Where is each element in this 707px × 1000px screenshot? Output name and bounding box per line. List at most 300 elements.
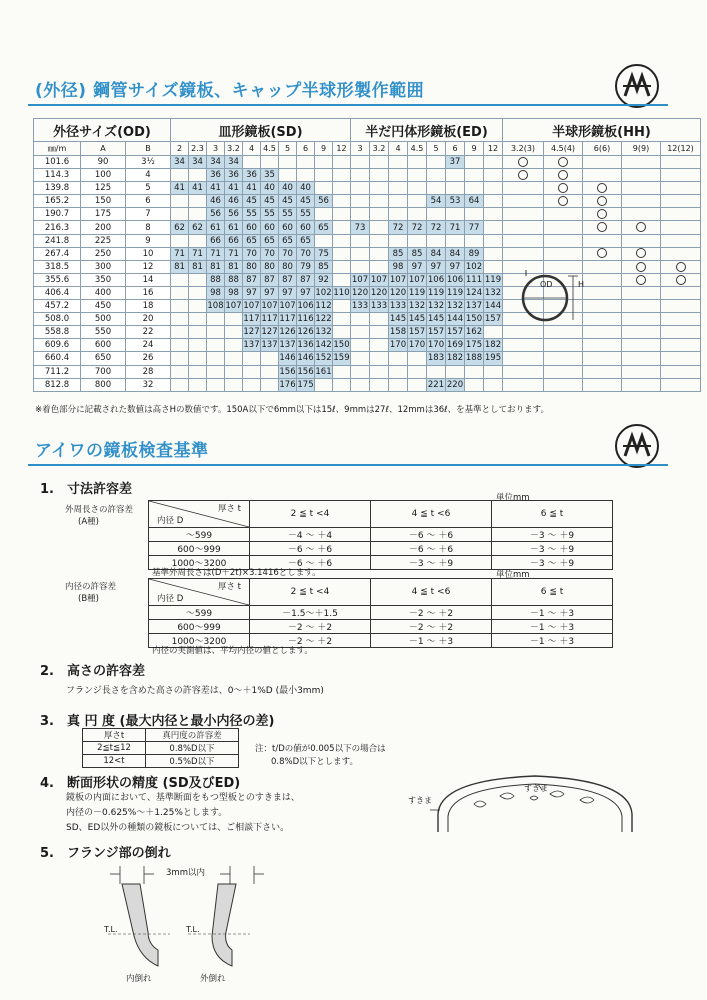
hh-cell [622, 378, 661, 391]
ed-cell: 54 [427, 195, 446, 208]
hh-cell [661, 169, 701, 182]
hh-cell [503, 247, 544, 260]
a-cell: 1000～3200 [149, 556, 250, 570]
ed-cell [351, 378, 370, 391]
sd-cell: 34 [171, 156, 189, 169]
od-cell: 90 [81, 156, 126, 169]
ed-cell: 97 [446, 260, 465, 273]
sd-cell [225, 378, 243, 391]
ed-cell [351, 260, 370, 273]
sd-cell: 88 [225, 273, 243, 286]
header-od: 外径サイズ(OD) [34, 119, 171, 142]
hh-cell [622, 365, 661, 378]
a-cell: －3 ～ ＋9 [492, 542, 613, 556]
hh-cell [503, 169, 544, 182]
ed-cell [389, 352, 408, 365]
od-cell: 600 [81, 339, 126, 352]
od-cell: 700 [81, 365, 126, 378]
s1-b-note: 内径の実測値は、平均内径の値とします。 [152, 646, 313, 656]
sd-cell: 85 [315, 260, 333, 273]
ed-cell [446, 365, 465, 378]
hh-cell [622, 313, 661, 326]
sd-cell: 66 [225, 234, 243, 247]
ed-cell: 107 [370, 274, 388, 285]
sd-cell: 40 [279, 182, 297, 195]
ed-cell: 169 [446, 340, 464, 351]
available-circle-icon [558, 196, 568, 206]
hh-cell [661, 365, 701, 378]
ed-cell: 120 [351, 287, 369, 298]
hh-cell [544, 247, 583, 260]
sd-cell: 175 [297, 379, 314, 390]
hh-cell [622, 221, 661, 234]
sub-header-sd: 2 [171, 142, 189, 156]
od-cell: 400 [81, 286, 126, 299]
ed-cell: 37 [446, 156, 465, 169]
ed-cell [351, 234, 370, 247]
s5-title: 5. フランジ部の倒れ [40, 846, 171, 861]
sd-cell: 65 [279, 234, 297, 247]
s3-title: 3. 真 円 度 (最大内径と最小内径の差) [40, 714, 275, 729]
ed-cell [351, 208, 370, 221]
ed-cell: 145 [389, 314, 407, 325]
ed-cell [465, 208, 484, 221]
sd-cell [333, 234, 351, 247]
s4-title: 4. 断面形状の精度 (SD及びED) [40, 776, 241, 791]
sub-header-od: A [81, 142, 126, 156]
sd-cell [333, 260, 351, 273]
col-1: 2 ≦ t <4 [250, 501, 371, 528]
ed-cell: 182 [446, 353, 464, 364]
od-cell: 355.6 [34, 273, 81, 286]
sd-cell [315, 169, 333, 182]
sd-cell [261, 378, 279, 391]
ed-cell [351, 195, 370, 208]
sub-header-ed: 6 [446, 142, 465, 156]
sd-cell: 62 [189, 221, 207, 234]
sd-cell: 56 [315, 195, 333, 208]
od-cell: 20 [126, 313, 171, 326]
ed-cell [484, 247, 503, 260]
hh-cell [544, 169, 583, 182]
hh-cell [583, 208, 622, 221]
sd-cell: 45 [243, 195, 261, 208]
col-3: 6 ≦ t [492, 579, 613, 606]
hh-cell [503, 156, 544, 169]
ed-cell [370, 221, 389, 234]
sd-cell [279, 169, 297, 182]
od-cell: 225 [81, 234, 126, 247]
ed-cell: 182 [484, 340, 502, 351]
hh-cell [583, 339, 622, 352]
ed-cell: 71 [446, 221, 465, 234]
ed-cell [351, 326, 370, 339]
sub-header-hh: 4.5(4) [544, 142, 583, 156]
sd-cell [315, 208, 333, 221]
od-cell: 660.4 [34, 352, 81, 365]
od-cell: 4 [126, 169, 171, 182]
ed-cell: 84 [427, 247, 446, 260]
a-cell: －4 ～ ＋4 [250, 528, 371, 542]
sd-cell [171, 273, 189, 286]
size-row [34, 195, 701, 208]
corner-cell [149, 579, 250, 606]
od-cell: 558.8 [34, 326, 81, 339]
sd-cell: 36 [207, 169, 225, 182]
sd-cell: 65 [243, 234, 261, 247]
od-cell: 800 [81, 378, 126, 391]
ed-cell [446, 182, 465, 195]
size-row [34, 260, 701, 273]
hh-cell [544, 182, 583, 195]
hh-cell [622, 156, 661, 169]
flange-tilt-diagram [100, 862, 270, 982]
sd-cell: 97 [279, 286, 297, 299]
b-cell: 600～999 [149, 620, 250, 634]
a-cell: －6 ～ ＋6 [250, 556, 371, 570]
ed-cell: 150 [465, 314, 483, 325]
b-cell: －2 ～ ＋2 [371, 620, 492, 634]
b-cell: ～599 [149, 606, 250, 620]
ed-cell: 157 [446, 327, 464, 338]
sd-cell: 80 [261, 260, 279, 273]
hh-cell [622, 208, 661, 221]
sd-cell: 110 [333, 287, 350, 298]
ed-cell [484, 182, 503, 195]
sd-cell [189, 208, 207, 221]
od-cell: 200 [81, 221, 126, 234]
ed-cell: 221 [427, 379, 445, 390]
hh-cell [583, 260, 622, 273]
sd-cell [171, 313, 189, 326]
hh-cell [661, 378, 701, 391]
ed-cell: 106 [446, 274, 464, 285]
ed-cell: 132 [446, 301, 464, 312]
sd-cell: 60 [261, 221, 279, 234]
sd-cell [225, 339, 243, 352]
ed-cell: 64 [465, 195, 484, 208]
ed-cell: 119 [484, 274, 502, 285]
sd-cell: 36 [243, 169, 261, 182]
sd-cell: 36 [225, 169, 243, 182]
sd-cell: 107 [279, 301, 296, 312]
ed-cell [408, 365, 427, 378]
head-t: 厚さ t [217, 504, 241, 514]
head-d: 内径 D [157, 516, 184, 526]
hh-cell [503, 339, 544, 352]
ed-cell [427, 234, 446, 247]
size-row [34, 326, 701, 339]
hh-cell [583, 221, 622, 234]
hh-cell [661, 195, 701, 208]
ed-cell: 170 [408, 340, 426, 351]
od-cell: 8 [126, 221, 171, 234]
ed-cell: 183 [427, 353, 445, 364]
ed-cell: 144 [484, 301, 502, 312]
ed-cell: 137 [465, 301, 483, 312]
od-cell: 241.8 [34, 234, 81, 247]
ed-cell [484, 221, 503, 234]
sub-header-sd: 9 [315, 142, 333, 156]
available-circle-icon [597, 222, 607, 232]
od-cell: 650 [81, 352, 126, 365]
ed-cell [370, 326, 389, 339]
sd-cell: 156 [279, 366, 296, 377]
hh-cell [583, 195, 622, 208]
od-cell: 125 [81, 182, 126, 195]
sd-cell: 152 [315, 353, 332, 364]
sd-cell [243, 156, 261, 169]
sd-cell: 126 [279, 327, 296, 338]
gap-label-1: すきま [408, 796, 432, 805]
ed-cell [389, 234, 408, 247]
col-2: 4 ≦ t <6 [371, 501, 492, 528]
ed-cell [370, 352, 389, 365]
ed-cell: 98 [389, 260, 408, 273]
sd-cell [243, 378, 261, 391]
sd-cell: 127 [243, 327, 260, 338]
sd-cell [333, 156, 351, 169]
ed-cell [484, 234, 503, 247]
hh-cell [583, 300, 622, 313]
sd-cell [171, 326, 189, 339]
corner-cell [149, 501, 250, 528]
od-cell: 5 [126, 182, 171, 195]
sd-cell: 61 [207, 221, 225, 234]
hh-cell [583, 286, 622, 299]
sd-cell [333, 195, 351, 208]
ed-cell: 72 [427, 221, 446, 234]
od-cell: 267.4 [34, 247, 81, 260]
ed-cell [370, 234, 389, 247]
sd-cell: 71 [225, 247, 243, 260]
hh-cell [661, 352, 701, 365]
ed-cell: 133 [370, 301, 388, 312]
sd-cell [333, 221, 351, 234]
sub-header-hh: 3.2(3) [503, 142, 544, 156]
od-cell: 10 [126, 247, 171, 260]
ed-cell: 119 [427, 287, 445, 298]
sub-header-sd: 6 [297, 142, 315, 156]
sd-cell [279, 156, 297, 169]
size-row [34, 339, 701, 352]
sd-cell: 117 [243, 314, 260, 325]
sd-cell: 98 [207, 286, 225, 299]
b-cell: －1 ～ ＋3 [492, 634, 613, 648]
diagram-od-label: OD [540, 280, 553, 289]
ed-cell: 107 [389, 274, 407, 285]
ed-cell [408, 195, 427, 208]
od-cell: 500 [81, 313, 126, 326]
roundness-table [82, 728, 239, 768]
sd-cell [171, 365, 189, 378]
hh-cell [661, 208, 701, 221]
s2-text: フランジ長さを含めた高さの許容差は、0～＋1%D (最小3mm) [66, 686, 324, 696]
sd-cell: 41 [171, 182, 189, 195]
sd-cell: 46 [225, 195, 243, 208]
ed-cell [389, 156, 408, 169]
sub-header-sd: 12 [333, 142, 351, 156]
sd-cell [171, 234, 189, 247]
ed-cell [427, 156, 446, 169]
sd-cell [225, 313, 243, 326]
head-t: 厚さ t [217, 582, 241, 592]
section1-rule [28, 104, 668, 106]
ed-cell: 119 [446, 287, 464, 298]
od-cell: 508.0 [34, 313, 81, 326]
ed-cell [427, 365, 446, 378]
od-cell: 28 [126, 365, 171, 378]
sub-header-ed: 9 [465, 142, 484, 156]
sd-cell [261, 156, 279, 169]
sd-cell [189, 365, 207, 378]
sd-cell: 75 [315, 247, 333, 260]
hh-cell [622, 352, 661, 365]
sd-cell: 98 [225, 286, 243, 299]
sd-cell [225, 352, 243, 365]
ed-cell: 120 [389, 287, 407, 298]
sd-cell: 136 [297, 340, 314, 351]
b-row [149, 606, 613, 620]
tolerance-table-b [148, 578, 613, 648]
ed-cell [408, 208, 427, 221]
sd-cell [189, 352, 207, 365]
sd-cell [207, 352, 225, 365]
ed-cell [465, 365, 484, 378]
sd-cell: 108 [207, 301, 224, 312]
sd-cell: 80 [279, 260, 297, 273]
section1-title: (外径) 鋼管サイズ鏡板、キャップ半球形製作範囲 [35, 81, 425, 101]
ed-cell [484, 156, 503, 169]
sd-cell: 70 [243, 247, 261, 260]
ed-cell: 97 [427, 260, 446, 273]
s1-unit-b: 単位mm [496, 570, 530, 580]
hh-cell [503, 234, 544, 247]
ed-cell: 188 [465, 353, 483, 364]
sub-header-ed: 5 [427, 142, 446, 156]
ed-cell [465, 169, 484, 182]
sd-cell: 45 [261, 195, 279, 208]
sd-cell [333, 169, 351, 182]
sd-cell: 176 [279, 379, 296, 390]
ed-cell: 145 [408, 314, 426, 325]
ed-cell [351, 182, 370, 195]
sd-cell: 107 [261, 301, 278, 312]
od-cell: 3½ [126, 156, 171, 169]
ed-cell [351, 313, 370, 326]
ed-cell: 107 [408, 274, 426, 285]
ed-cell: 144 [446, 314, 464, 325]
od-cell: 300 [81, 260, 126, 273]
sd-cell: 117 [261, 314, 278, 325]
ed-cell [427, 169, 446, 182]
sd-cell: 60 [279, 221, 297, 234]
hh-cell [544, 234, 583, 247]
r-cell: 0.8%D以下 [146, 742, 239, 755]
sd-cell: 132 [315, 327, 332, 338]
a-cell: －3 ～ ＋9 [371, 556, 492, 570]
ed-cell [370, 195, 389, 208]
od-cell: 406.4 [34, 286, 81, 299]
sd-cell: 137 [279, 340, 296, 351]
ed-cell: 195 [484, 353, 502, 364]
sd-cell: 56 [207, 208, 225, 221]
hh-cell [622, 195, 661, 208]
od-cell: 812.8 [34, 378, 81, 391]
ed-cell [446, 234, 465, 247]
hh-cell [583, 247, 622, 260]
ed-cell: 84 [446, 247, 465, 260]
sub-header-row [34, 142, 701, 156]
sub-header-hh: 9(9) [622, 142, 661, 156]
ed-cell [484, 208, 503, 221]
size-row [34, 273, 701, 286]
od-cell: 457.2 [34, 300, 81, 313]
hh-cell [661, 221, 701, 234]
sd-cell: 159 [333, 353, 350, 364]
s3-note2: 0.8%D以下とします。 [271, 757, 358, 767]
ed-cell [446, 208, 465, 221]
hh-cell [661, 234, 701, 247]
od-cell: 32 [126, 378, 171, 391]
ed-cell [465, 182, 484, 195]
sd-cell [261, 352, 279, 365]
a-cell: －3 ～ ＋9 [492, 528, 613, 542]
size-row [34, 234, 701, 247]
hh-cell [661, 286, 701, 299]
sd-cell: 45 [297, 195, 315, 208]
b-cell: －2 ～ ＋2 [250, 620, 371, 634]
b-row [149, 620, 613, 634]
size-row [34, 352, 701, 365]
hh-cell [503, 352, 544, 365]
sd-cell: 81 [171, 260, 189, 273]
od-cell: 9 [126, 234, 171, 247]
available-circle-icon [558, 157, 568, 167]
ed-cell [370, 169, 389, 182]
b-cell: －1.5～＋1.5 [250, 606, 371, 620]
sub-header-sd: 5 [279, 142, 297, 156]
ed-cell [389, 169, 408, 182]
sd-cell: 87 [261, 273, 279, 286]
aiwa-logo-icon-2 [615, 424, 659, 468]
sd-cell: 107 [243, 301, 260, 312]
available-circle-icon [518, 157, 528, 167]
sd-cell: 106 [297, 301, 314, 312]
sd-cell [333, 378, 351, 391]
available-circle-icon [597, 183, 607, 193]
size-row [34, 313, 701, 326]
ed-cell [370, 313, 389, 326]
ed-cell [408, 169, 427, 182]
header-ed: 半だ円体形鏡板(ED) [351, 119, 503, 142]
size-row [34, 378, 701, 391]
within-3mm-label: 3mm以内 [166, 868, 205, 878]
hh-cell [661, 326, 701, 339]
sd-cell: 137 [243, 340, 260, 351]
ed-cell [484, 195, 503, 208]
tl-label-2: T.L. [186, 925, 200, 934]
b-cell: －1 ～ ＋3 [371, 634, 492, 648]
col-3: 6 ≦ t [492, 501, 613, 528]
sub-header-ed: 4.5 [408, 142, 427, 156]
sd-cell: 71 [189, 247, 207, 260]
hh-cell [544, 208, 583, 221]
sd-cell [333, 365, 351, 378]
sub-header-ed: 3.2 [370, 142, 389, 156]
sd-cell: 156 [297, 366, 314, 377]
a-cell: 600～999 [149, 542, 250, 556]
